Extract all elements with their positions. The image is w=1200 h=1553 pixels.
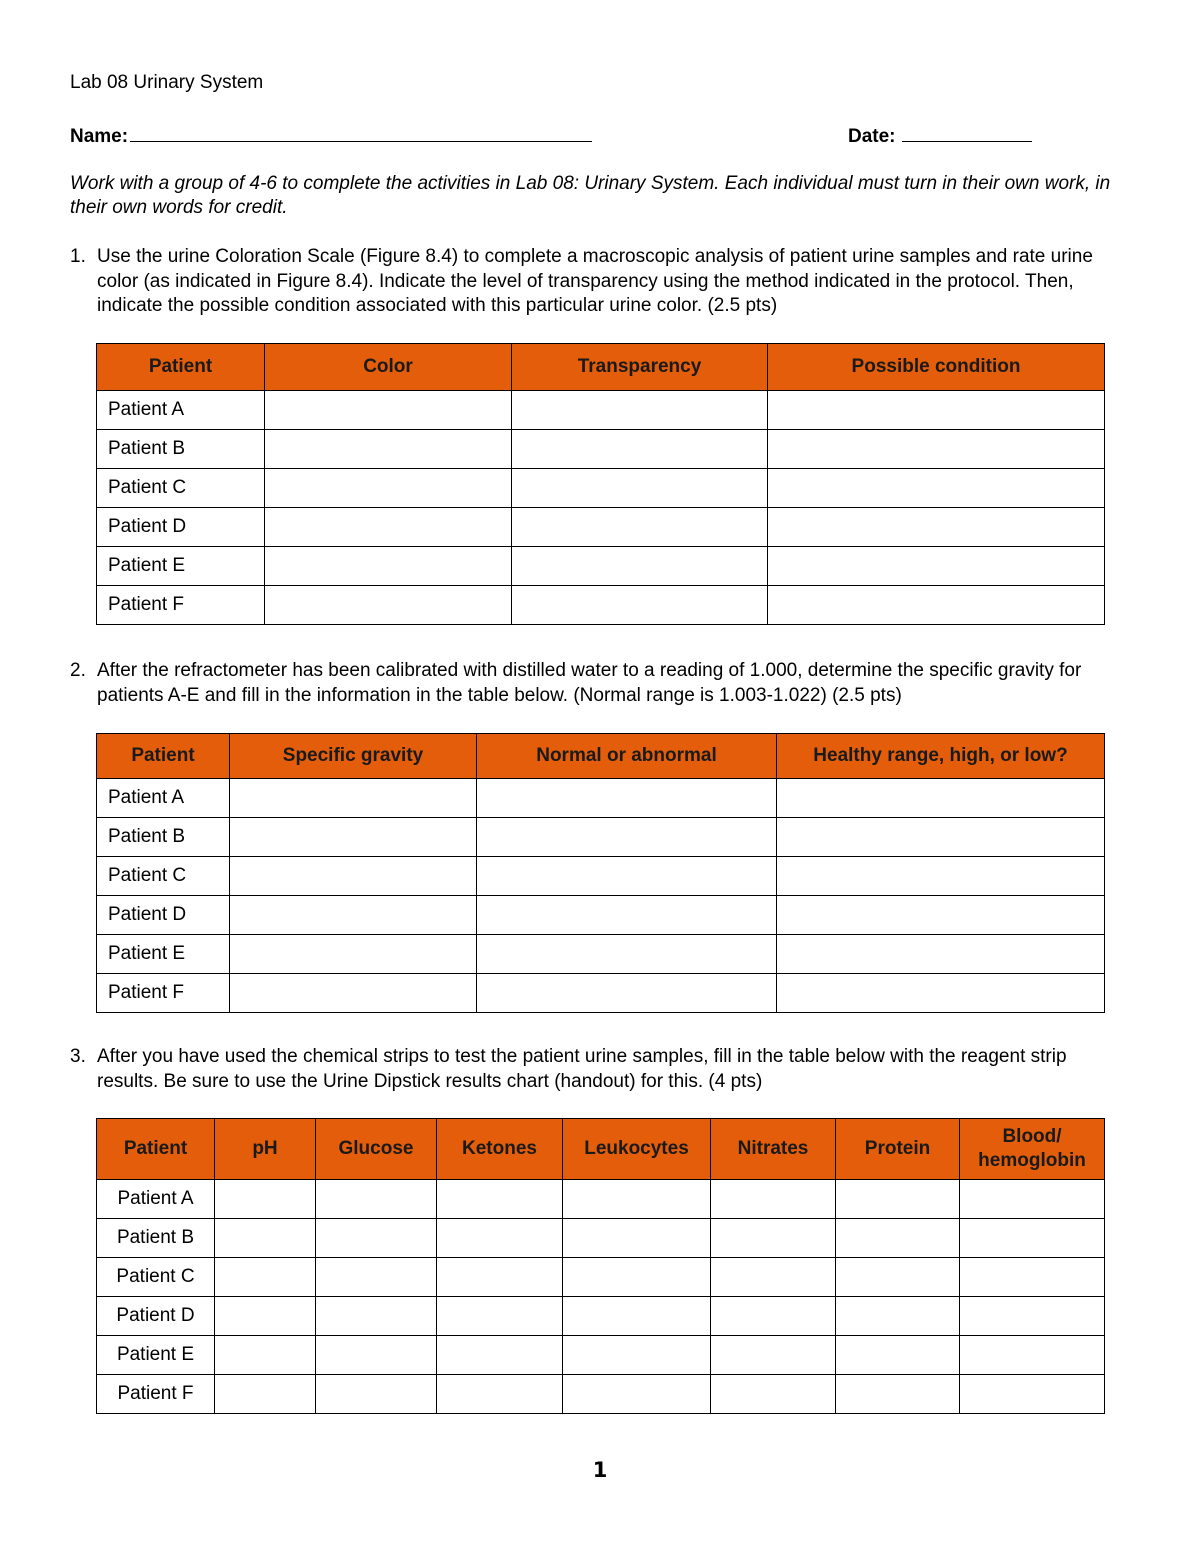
answer-cell[interactable] [215,1180,316,1219]
answer-cell[interactable] [777,779,1105,818]
answer-cell[interactable] [512,547,768,586]
answer-cell[interactable] [215,1258,316,1297]
table-header-row [97,1119,1105,1180]
answer-cell[interactable] [836,1336,960,1375]
answer-cell[interactable] [512,508,768,547]
answer-cell[interactable] [316,1297,437,1336]
question-text: Use the urine Coloration Scale (Figure 8.4) to complete a macroscopic analysis of patient urine samples and rate urine color (as indicated in Figure 8.4). Indicate the level of transparency using the method indicated in the protocol. Then, indicate the possible condition associated with this particular urine color. (2.5 pts) [97,246,1093,316]
table-row [97,1336,1105,1375]
patient-label: Patient F [97,1375,215,1414]
patient-label: Patient C [97,857,230,896]
answer-cell[interactable] [777,896,1105,935]
answer-cell[interactable] [316,1219,437,1258]
answer-cell[interactable] [711,1180,836,1219]
answer-cell[interactable] [777,974,1105,1013]
answer-cell[interactable] [563,1180,711,1219]
column-header: Blood/ hemoglobin [960,1119,1105,1180]
answer-cell[interactable] [265,430,512,469]
answer-cell[interactable] [437,1258,563,1297]
color-transparency-table [96,343,1105,625]
answer-cell[interactable] [316,1258,437,1297]
answer-cell[interactable] [265,469,512,508]
name-field [70,121,592,148]
date-label: Date: [848,126,896,147]
table-row [97,1297,1105,1336]
column-header: Specific gravity [230,734,477,779]
answer-cell[interactable] [230,935,477,974]
answer-cell[interactable] [265,586,512,625]
patient-label: Patient E [97,547,265,586]
table-row [97,1375,1105,1414]
answer-cell[interactable] [711,1297,836,1336]
answer-cell[interactable] [437,1336,563,1375]
table-row [97,391,1105,430]
name-label: Name: [70,126,129,147]
table-row [97,508,1105,547]
answer-cell[interactable] [477,935,777,974]
answer-cell[interactable] [960,1219,1105,1258]
column-header: Leukocytes [563,1119,711,1180]
answer-cell[interactable] [265,508,512,547]
patient-label: Patient B [97,818,230,857]
answer-cell[interactable] [777,818,1105,857]
column-header: Patient [97,734,230,779]
column-header: Nitrates [711,1119,836,1180]
table-row [97,586,1105,625]
patient-label: Patient A [97,391,265,430]
column-header: Healthy range, high, or low? [777,734,1105,779]
column-header: Patient [97,1119,215,1180]
answer-cell[interactable] [836,1258,960,1297]
answer-cell[interactable] [230,896,477,935]
answer-cell[interactable] [768,586,1105,625]
answer-cell[interactable] [563,1297,711,1336]
answer-cell[interactable] [477,857,777,896]
patient-label: Patient F [97,974,230,1013]
date-blank[interactable] [902,121,1032,142]
question-text: After the refractometer has been calibrated with distilled water to a reading of 1.000, determine the specific gravity for patients A-E and fill in the information in the table below. (Normal range is 1.003-1.022) (2.5 pts) [97,660,1082,706]
column-header: Glucose [316,1119,437,1180]
answer-cell[interactable] [711,1336,836,1375]
answer-cell[interactable] [711,1258,836,1297]
patient-label: Patient D [97,1297,215,1336]
column-header: Normal or abnormal [477,734,777,779]
patient-label: Patient D [97,896,230,935]
answer-cell[interactable] [960,1297,1105,1336]
answer-cell[interactable] [768,547,1105,586]
answer-cell[interactable] [215,1336,316,1375]
table-row [97,469,1105,508]
table-row [97,896,1105,935]
answer-cell[interactable] [230,857,477,896]
table-row [97,1258,1105,1297]
answer-cell[interactable] [512,469,768,508]
answer-cell[interactable] [768,469,1105,508]
question-number: 2. [70,660,86,681]
answer-cell[interactable] [477,818,777,857]
answer-cell[interactable] [777,935,1105,974]
answer-cell[interactable] [563,1375,711,1414]
table-row [97,1180,1105,1219]
table-header-row [97,734,1105,779]
table-header-row [97,344,1105,391]
answer-cell[interactable] [836,1375,960,1414]
answer-cell[interactable] [477,896,777,935]
answer-cell[interactable] [836,1297,960,1336]
column-header: Ketones [437,1119,563,1180]
patient-label: Patient B [97,1219,215,1258]
question-3 [70,1045,1132,1094]
answer-cell[interactable] [563,1258,711,1297]
answer-cell[interactable] [512,586,768,625]
patient-label: Patient C [97,1258,215,1297]
question-text: After you have used the chemical strips to test the patient urine samples, fill in the table below with the reagent strip results. Be sure to use the Urine Dipstick results chart (handout) for this. (4 pts) [97,1046,1067,1092]
answer-cell[interactable] [477,974,777,1013]
column-header: pH [215,1119,316,1180]
answer-cell[interactable] [316,1336,437,1375]
question-number: 3. [70,1046,86,1067]
answer-cell[interactable] [563,1336,711,1375]
column-header: Patient [97,344,265,391]
answer-cell[interactable] [960,1336,1105,1375]
answer-cell[interactable] [512,391,768,430]
answer-cell[interactable] [960,1375,1105,1414]
patient-label: Patient E [97,935,230,974]
reagent-strip-table [96,1118,1105,1414]
answer-cell[interactable] [316,1180,437,1219]
patient-label: Patient B [97,430,265,469]
specific-gravity-table [96,733,1105,1013]
answer-cell[interactable] [563,1219,711,1258]
instructions: Work with a group of 4-6 to complete the activities in Lab 08: Urinary System. Each individual must turn in their own work, in their own words for credit. [70,173,1111,218]
patient-label: Patient C [97,469,265,508]
answer-cell[interactable] [215,1219,316,1258]
table-row [97,935,1105,974]
date-field [848,121,1032,148]
answer-cell[interactable] [316,1375,437,1414]
answer-cell[interactable] [777,857,1105,896]
answer-cell[interactable] [960,1180,1105,1219]
answer-cell[interactable] [215,1297,316,1336]
answer-cell[interactable] [768,430,1105,469]
answer-cell[interactable] [437,1375,563,1414]
answer-cell[interactable] [711,1375,836,1414]
patient-label: Patient E [97,1336,215,1375]
answer-cell[interactable] [230,974,477,1013]
answer-cell[interactable] [512,430,768,469]
answer-cell[interactable] [960,1258,1105,1297]
answer-cell[interactable] [768,391,1105,430]
table-row [97,779,1105,818]
table-row [97,974,1105,1013]
answer-cell[interactable] [265,391,512,430]
table-row [97,547,1105,586]
answer-cell[interactable] [711,1219,836,1258]
answer-cell[interactable] [477,779,777,818]
column-header: Transparency [512,344,768,391]
answer-cell[interactable] [437,1219,563,1258]
column-header: Protein [836,1119,960,1180]
patient-label: Patient A [97,779,230,818]
answer-cell[interactable] [230,818,477,857]
patient-label: Patient A [97,1180,215,1219]
table-row [97,857,1105,896]
column-header: Color [265,344,512,391]
answer-cell[interactable] [437,1180,563,1219]
answer-cell[interactable] [437,1297,563,1336]
table-row [97,430,1105,469]
question-number: 1. [70,246,86,267]
answer-cell[interactable] [230,779,477,818]
answer-cell[interactable] [215,1375,316,1414]
answer-cell[interactable] [768,508,1105,547]
patient-label: Patient D [97,508,265,547]
answer-cell[interactable] [836,1180,960,1219]
lab-title: Lab 08 Urinary System [70,72,264,93]
patient-label: Patient F [97,586,265,625]
answer-cell[interactable] [265,547,512,586]
page-number: 1 [592,1458,608,1482]
question-1 [70,245,1132,319]
answer-cell[interactable] [836,1219,960,1258]
name-blank[interactable] [130,121,592,142]
column-header: Possible condition [768,344,1105,391]
table-row [97,1219,1105,1258]
question-2 [70,659,1132,708]
table-row [97,818,1105,857]
